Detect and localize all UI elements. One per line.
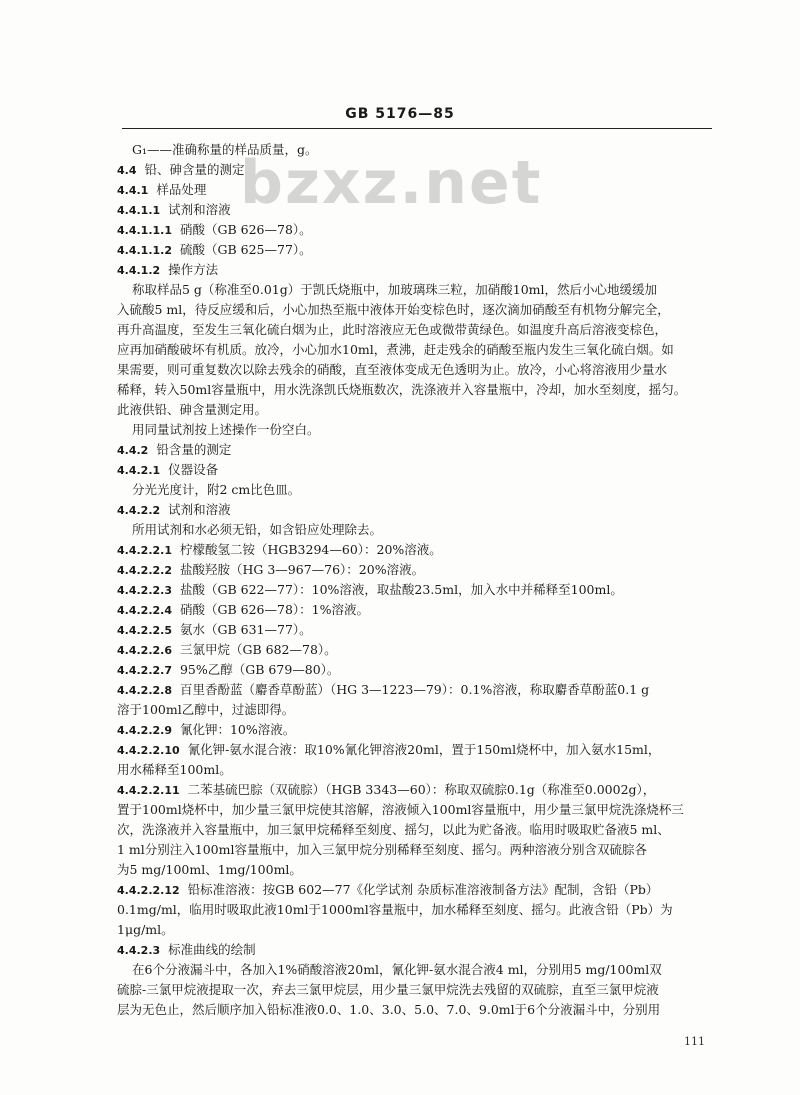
- section-number: 4.4.2.1: [117, 464, 161, 477]
- section-line: [117, 220, 712, 240]
- line-text: 95%乙醇（GB 679—80）。: [179, 662, 340, 677]
- line-text: 层为无色止，然后顺序加入铅标准液0.0、1.0、3.0、5.0、7.0、9.0ml于6个分液漏斗中，分别用: [117, 1002, 661, 1017]
- section-number: 4.4.2.2.5: [117, 624, 172, 637]
- section-number: 4.4.2.2.2: [117, 564, 172, 577]
- document-body: [117, 140, 712, 1020]
- text-line: [117, 400, 712, 420]
- section-number: 4.4.2: [117, 444, 149, 457]
- section-number: 4.4: [117, 164, 137, 177]
- section-line: [117, 620, 712, 640]
- section-number: 4.4.2.2.1: [117, 544, 172, 557]
- section-line: [117, 160, 712, 180]
- text-line: [117, 280, 712, 300]
- section-number: 4.4.2.3: [117, 944, 161, 957]
- section-line: [117, 940, 712, 960]
- text-line: [117, 480, 712, 500]
- line-text: 铅含量的测定: [156, 442, 232, 457]
- line-text: 称取样品5 g（称准至0.01g）于凯氏烧瓶中，加玻璃珠三粒，加硝酸10ml，然后小心地缓缓加: [132, 282, 658, 297]
- header-rule: [122, 128, 712, 129]
- text-line: [117, 920, 712, 940]
- watermark: bzxz.net: [240, 148, 543, 218]
- text-line: [117, 900, 712, 920]
- section-number: 4.4.2.2.4: [117, 604, 172, 617]
- line-text: 所用试剂和水必须无铅，如含铅应处理除去。: [132, 522, 383, 537]
- text-line: [117, 960, 712, 980]
- line-text: 柠檬酸氢二铵（HGB3294—60）：20%溶液。: [179, 542, 442, 557]
- text-line: [117, 320, 712, 340]
- text-line: [117, 800, 712, 820]
- line-text: 此液供铅、砷含量测定用。: [117, 402, 268, 417]
- line-text: 分光光度计，附2 cm比色皿。: [132, 482, 301, 497]
- section-line: [117, 780, 712, 800]
- text-line: [117, 520, 712, 540]
- section-number: 4.4.2.2.12: [117, 884, 180, 897]
- page-number: 111: [684, 1035, 705, 1048]
- text-line: [117, 860, 712, 880]
- line-text: 氰化钾-氨水混合液：取10%氰化钾溶液20ml，置于150ml烧杯中，加入氨水15ml，: [187, 742, 661, 757]
- section-line: [117, 600, 712, 620]
- text-line: [117, 760, 712, 780]
- text-line: [117, 340, 712, 360]
- line-text: 1 ml分别注入100ml容量瓶中，加入三氯甲烷分别稀释至刻度、摇匀。两种溶液分别含双硫腙各: [117, 842, 647, 857]
- section-line: [117, 180, 712, 200]
- line-text: 百里香酚蓝（麝香草酚蓝）（HG 3—1223—79）：0.1%溶液，称取麝香草酚蓝0.1 g: [179, 682, 650, 697]
- line-text: 在6个分液漏斗中，各加入1%硝酸溶液20ml，氰化钾-氨水混合液4 ml，分别用5 mg/100ml双: [132, 962, 662, 977]
- standard-header: GB 5176—85: [345, 106, 455, 122]
- text-line: [117, 700, 712, 720]
- line-text: 标准曲线的绘制: [168, 942, 256, 957]
- section-number: 4.4.1.2: [117, 264, 161, 277]
- line-text: 果需要，则可重复数次以除去残余的硝酸，直至液体变成无色透明为止。放冷，小心将溶液用少量水: [117, 362, 668, 377]
- line-text: 三氯甲烷（GB 682—78）。: [179, 642, 337, 657]
- section-line: [117, 260, 712, 280]
- line-text: 1μg/ml。: [117, 922, 174, 937]
- line-text: 应再加硝酸破坏有机质。放冷，小心加水10ml，煮沸，赶走残余的硝酸至瓶内发生三氧化硫白烟。如: [117, 342, 674, 357]
- line-text: 稀释，转入50ml容量瓶中，用水洗涤凯氏烧瓶数次，洗涤液并入容量瓶中，冷却，加水至刻度，摇匀。: [117, 382, 687, 397]
- section-number: 4.4.2.2.9: [117, 724, 172, 737]
- section-number: 4.4.1.1.1: [117, 224, 172, 237]
- section-number: 4.4.1.1.2: [117, 244, 172, 257]
- text-line: [117, 820, 712, 840]
- line-text: 试剂和溶液: [168, 502, 231, 517]
- line-text: 用同量试剂按上述操作一份空白。: [132, 422, 320, 437]
- section-number: 4.4.2.2.7: [117, 664, 172, 677]
- section-line: [117, 560, 712, 580]
- text-line: [117, 300, 712, 320]
- section-line: [117, 540, 712, 560]
- text-line: [117, 140, 712, 160]
- line-text: 硝酸（GB 626—78）：1%溶液。: [179, 602, 369, 617]
- line-text: 样品处理: [156, 182, 207, 197]
- line-text: 氨水（GB 631—77）。: [179, 622, 312, 637]
- line-text: 盐酸（GB 622—77）：10%溶液，取盐酸23.5ml，加入水中并稀释至100ml。: [179, 582, 623, 597]
- section-line: [117, 440, 712, 460]
- section-line: [117, 580, 712, 600]
- line-text: 仪器设备: [168, 462, 219, 477]
- section-line: [117, 200, 712, 220]
- line-text: 盐酸羟胺（HG 3—967—76）：20%溶液。: [179, 562, 425, 577]
- section-line: [117, 720, 712, 740]
- text-line: [117, 1000, 712, 1020]
- section-line: [117, 640, 712, 660]
- section-number: 4.4.2.2.10: [117, 744, 180, 757]
- line-text: 为5 mg/100ml、1mg/100ml。: [117, 862, 302, 877]
- line-text: 硝酸（GB 626—78）。: [179, 222, 312, 237]
- line-text: 铅、砷含量的测定: [144, 162, 245, 177]
- line-text: 氰化钾：10%溶液。: [179, 722, 296, 737]
- section-number: 4.4.1.1: [117, 204, 161, 217]
- line-text: 入硫酸5 ml，待反应缓和后，小心加热至瓶中液体开始变棕色时，逐次滴加硝酸至有机物分解完全，: [117, 302, 670, 317]
- line-text: 次，洗涤液并入容量瓶中，加三氯甲烷稀释至刻度、摇匀，以此为贮备液。临用时吸取贮备液5 ml、: [117, 822, 670, 837]
- section-line: [117, 460, 712, 480]
- text-line: [117, 980, 712, 1000]
- line-text: 硫腙-三氯甲烷液提取一次，弃去三氯甲烷层，用少量三氯甲烷洗去残留的双硫腙，直至三氯甲烷液: [117, 982, 659, 997]
- section-line: [117, 680, 712, 700]
- section-line: [117, 240, 712, 260]
- line-text: 置于100ml烧杯中，加少量三氯甲烷使其溶解，溶液倾入100ml容量瓶中，用少量三氯甲烷洗涤烧杯三: [117, 802, 684, 817]
- section-number: 4.4.2.2.8: [117, 684, 172, 697]
- line-text: G₁——准确称量的样品质量，g。: [132, 142, 318, 157]
- section-number: 4.4.2.2.6: [117, 644, 172, 657]
- line-text: 二苯基硫巴腙（双硫腙）（HGB 3343—60）：称取双硫腙0.1g（称准至0.0002g），: [187, 782, 656, 797]
- text-line: [117, 420, 712, 440]
- line-text: 操作方法: [168, 262, 219, 277]
- section-number: 4.4.2.2: [117, 504, 161, 517]
- line-text: 试剂和溶液: [168, 202, 231, 217]
- line-text: 0.1mg/ml，临用时吸取此液10ml于1000ml容量瓶中，加水稀释至刻度、摇匀。此液含铅（Pb）为: [117, 902, 673, 917]
- text-line: [117, 380, 712, 400]
- line-text: 铅标准溶液：按GB 602—77《化学试剂 杂质标准溶液制备方法》配制，含铅（Pb）: [187, 882, 659, 897]
- section-line: [117, 740, 712, 760]
- section-line: [117, 880, 712, 900]
- section-number: 4.4.1: [117, 184, 149, 197]
- line-text: 用水稀释至100ml。: [117, 762, 232, 777]
- section-line: [117, 660, 712, 680]
- line-text: 再升高温度，至发生三氧化硫白烟为止，此时溶液应无色或微带黄绿色。如温度升高后溶液变棕色，: [117, 322, 668, 337]
- section-line: [117, 500, 712, 520]
- text-line: [117, 840, 712, 860]
- line-text: 硫酸（GB 625—77）。: [179, 242, 312, 257]
- section-number: 4.4.2.2.3: [117, 584, 172, 597]
- text-line: [117, 360, 712, 380]
- section-number: 4.4.2.2.11: [117, 784, 180, 797]
- line-text: 溶于100ml乙醇中，过滤即得。: [117, 702, 295, 717]
